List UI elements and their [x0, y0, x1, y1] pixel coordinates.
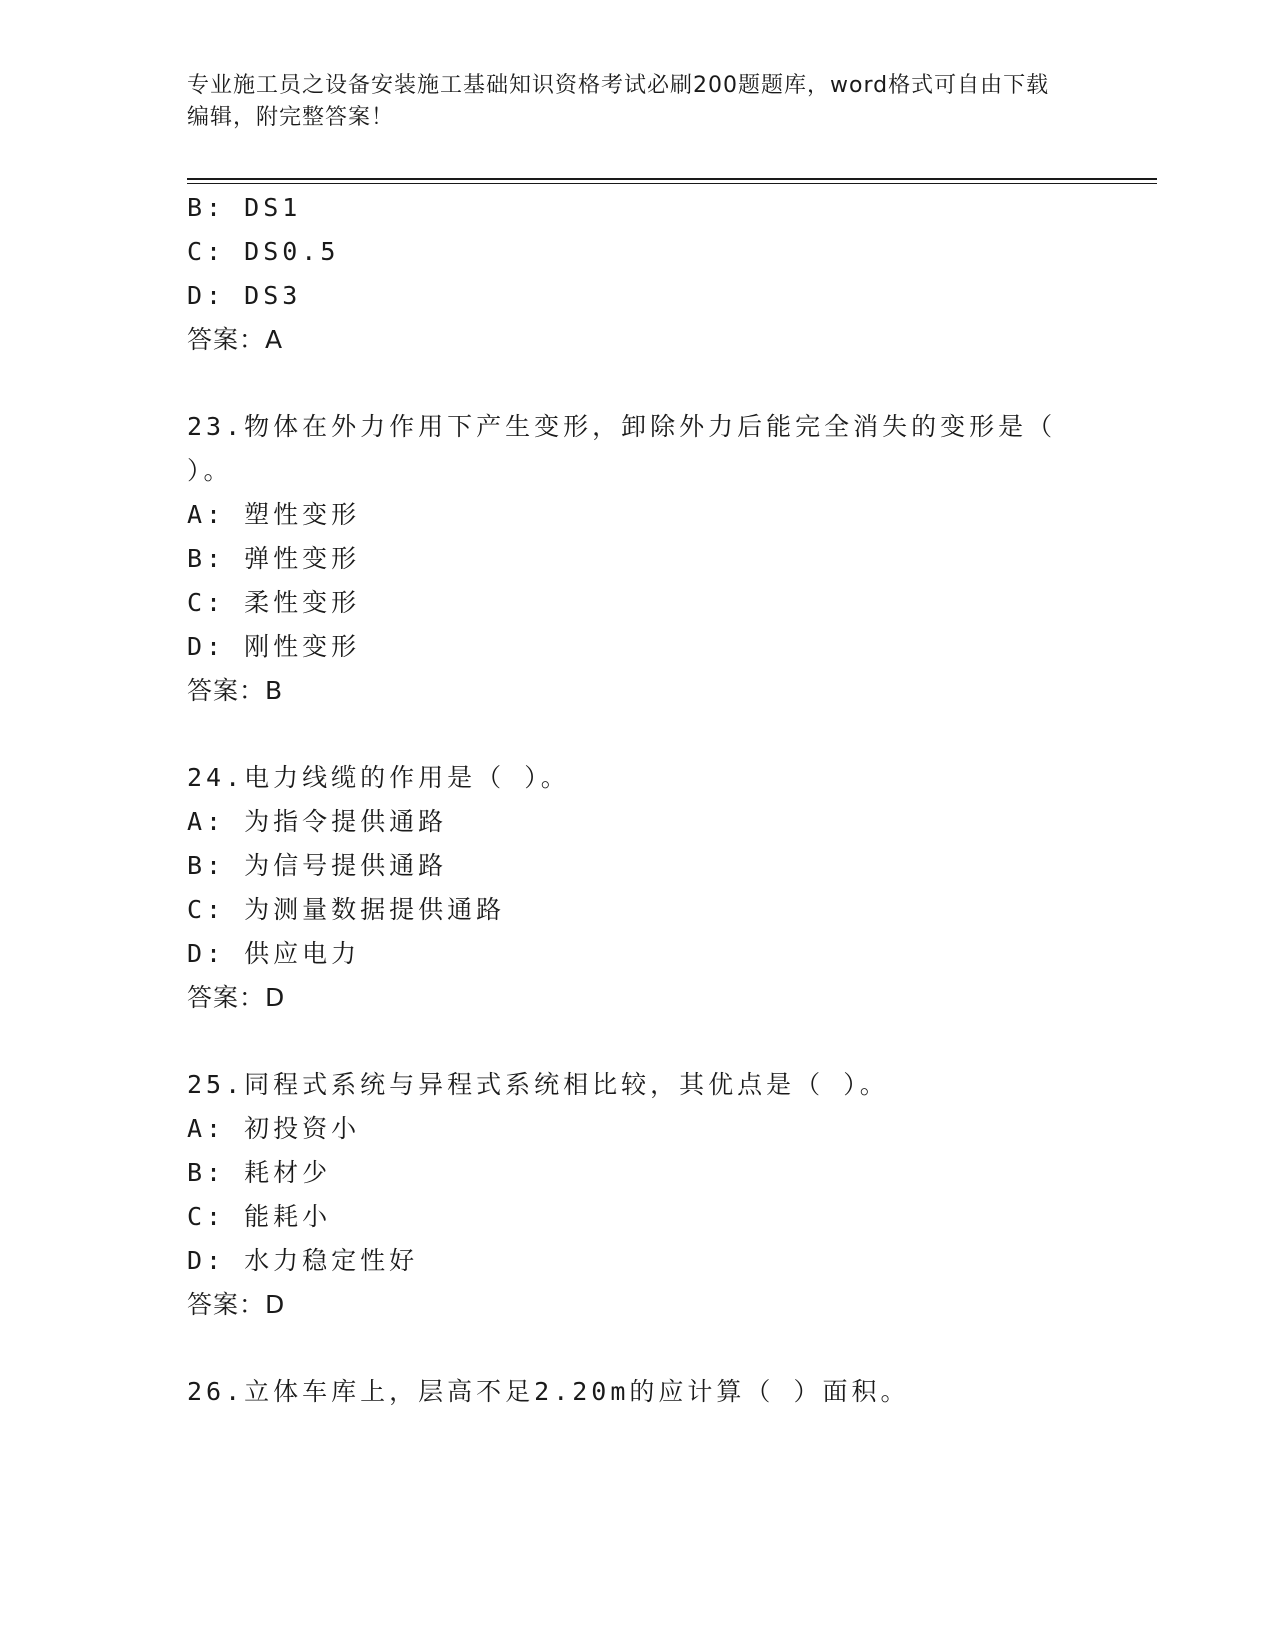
- q23-stem-line1: 23.物体在外力作用下产生变形，卸除外力后能完全消失的变形是（: [187, 412, 1057, 441]
- q25-option-c: C: 能耗小: [187, 1202, 332, 1231]
- q25-answer: 答案：D: [187, 1290, 286, 1319]
- q24-option-d: D: 供应电力: [187, 939, 361, 968]
- document-header: 专业施工员之设备安装施工基础知识资格考试必刷200题题库，word格式可自由下载编辑，附完整答案！: [187, 73, 1050, 130]
- q23-option-a: A: 塑性变形: [187, 500, 361, 529]
- q24-stem: 24.电力线缆的作用是（ ）。: [187, 763, 570, 792]
- q23-answer: 答案：B: [187, 676, 284, 705]
- q25-option-b: B: 耗材少: [187, 1158, 332, 1187]
- q25-option-a: A: 初投资小: [187, 1114, 361, 1143]
- q22-option-b: B: DS1: [187, 193, 302, 222]
- q23-option-c: C: 柔性变形: [187, 588, 361, 617]
- q22-option-c: C: DS0.5: [187, 237, 340, 266]
- q26-stem: 26.立体车库上，层高不足2.20m的应计算（ ）面积。: [187, 1377, 910, 1406]
- q25-option-d: D: 水力稳定性好: [187, 1246, 419, 1275]
- q24-option-b: B: 为信号提供通路: [187, 851, 448, 880]
- q24-answer: 答案：D: [187, 983, 286, 1012]
- q24-option-c: C: 为测量数据提供通路: [187, 895, 506, 924]
- q24-option-a: A: 为指令提供通路: [187, 807, 448, 836]
- q23-option-d: D: 刚性变形: [187, 632, 361, 661]
- header-divider-thick: [187, 178, 1157, 180]
- q23-stem-line2: ）。: [187, 456, 233, 485]
- q22-option-d: D: DS3: [187, 281, 302, 310]
- q22-answer: 答案：A: [187, 325, 284, 354]
- q25-stem: 25.同程式系统与异程式系统相比较，其优点是（ ）。: [187, 1070, 889, 1099]
- header-divider-thin: [187, 183, 1157, 184]
- q23-option-b: B: 弹性变形: [187, 544, 361, 573]
